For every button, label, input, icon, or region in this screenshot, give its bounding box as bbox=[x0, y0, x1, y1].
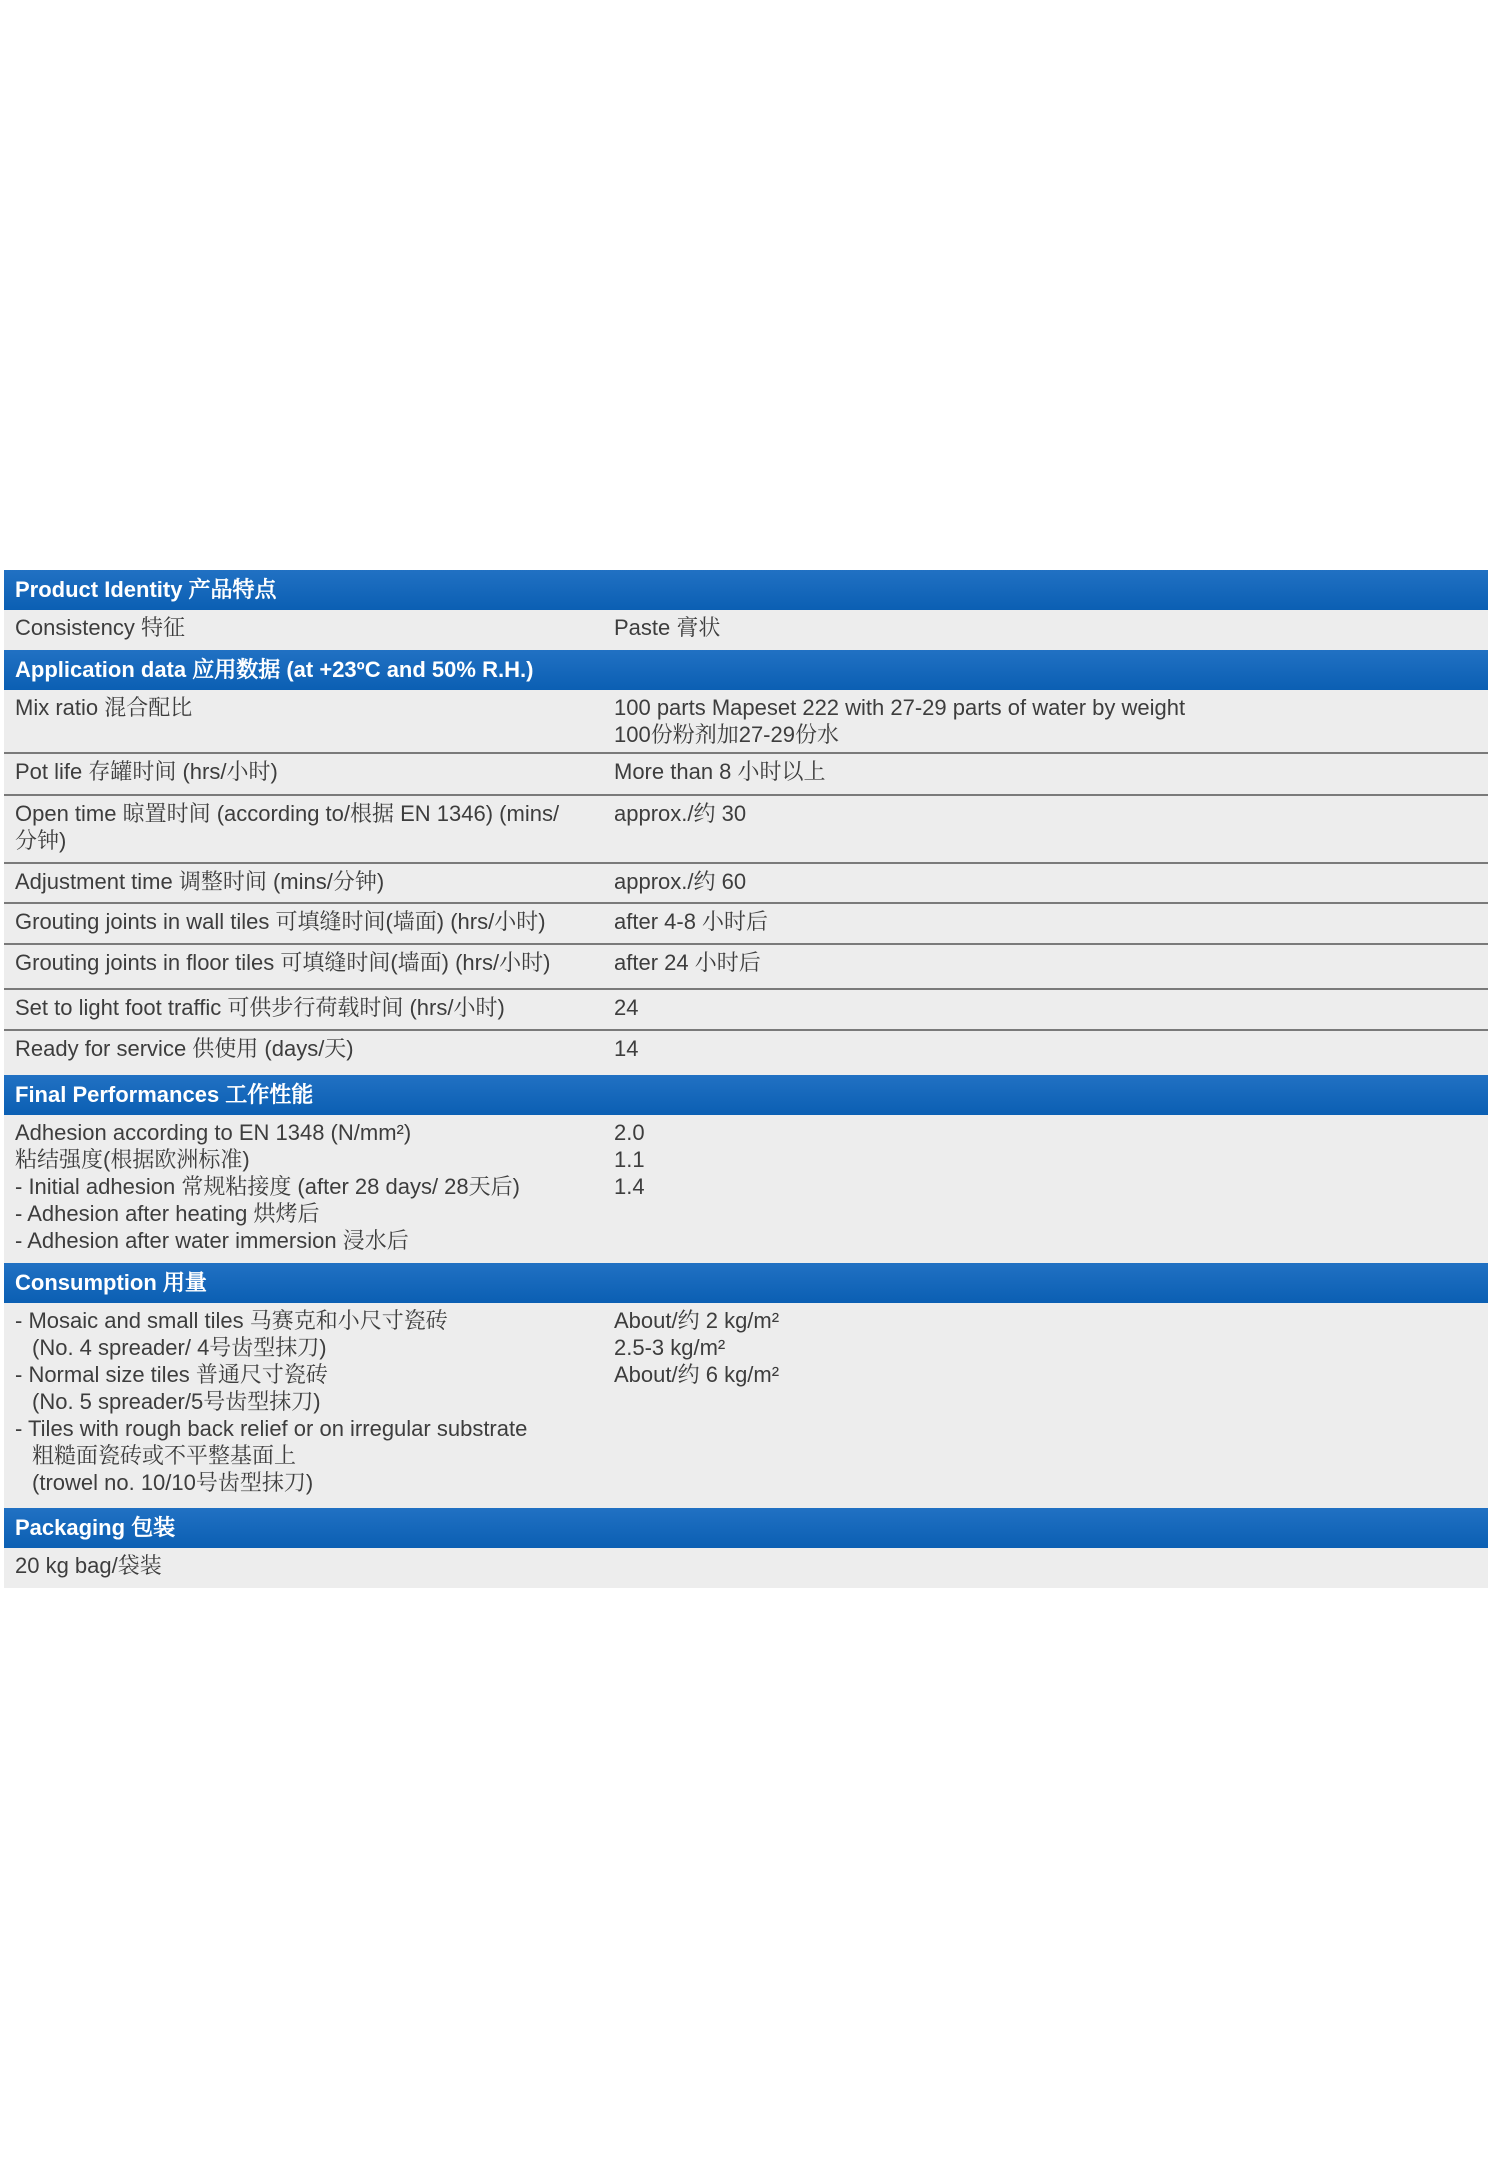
label-line: - Adhesion after water immersion 浸水后 bbox=[15, 1228, 409, 1253]
technical-datasheet-table bbox=[4, 570, 1488, 1588]
row-value: More than 8 小时以上 bbox=[614, 759, 826, 784]
label-subline: (No. 4 spreader/ 4号齿型抹刀) bbox=[32, 1335, 327, 1360]
table-row-adjustment-time bbox=[4, 864, 1488, 904]
value-line: About/约 2 kg/m² bbox=[614, 1308, 780, 1333]
row-value-empty bbox=[598, 1548, 1488, 1588]
value-line: 2.5-3 kg/m² bbox=[614, 1335, 726, 1360]
label-subline: (trowel no. 10/10号齿型抹刀) bbox=[32, 1470, 314, 1495]
value-line: 1.1 bbox=[614, 1147, 645, 1172]
label-line: Adhesion according to EN 1348 (N/mm²) bbox=[15, 1120, 412, 1145]
table-row-mix-ratio bbox=[4, 690, 1488, 754]
table-row-foot-traffic bbox=[4, 990, 1488, 1031]
value-line: 100份粉剂加27-29份水 bbox=[614, 722, 839, 747]
label-line: - Mosaic and small tiles 马赛克和小尺寸瓷砖 bbox=[15, 1308, 448, 1333]
table-row-packaging bbox=[4, 1548, 1488, 1588]
row-label bbox=[4, 1303, 598, 1508]
value-line: About/约 6 kg/m² bbox=[614, 1362, 780, 1387]
row-value bbox=[598, 1303, 1488, 1508]
label-line: - Normal size tiles 普通尺寸瓷砖 bbox=[15, 1362, 328, 1387]
value-line: 100 parts Mapeset 222 with 27-29 parts of water by weight bbox=[614, 695, 1186, 720]
row-value: approx./约 30 bbox=[614, 801, 747, 826]
label-subline: (No. 5 spreader/5号齿型抹刀) bbox=[32, 1389, 321, 1414]
section-header-packaging: Packaging 包装 bbox=[4, 1508, 1488, 1548]
row-value: after 24 小时后 bbox=[614, 950, 761, 975]
row-label bbox=[4, 1115, 598, 1263]
label-line: Open time 晾置时间 (according to/根据 EN 1346) (mins/ bbox=[15, 801, 560, 826]
section-header-final-performances: Final Performances 工作性能 bbox=[4, 1075, 1488, 1115]
label-subline: 粗糙面瓷砖或不平整基面上 bbox=[32, 1443, 297, 1468]
table-row-ready-for-service bbox=[4, 1031, 1488, 1075]
row-label: Grouting joints in wall tiles 可填缝时间(墙面) (hrs/小时) bbox=[15, 909, 546, 934]
row-value bbox=[598, 690, 1488, 752]
table-row-grouting-wall bbox=[4, 904, 1488, 945]
table-row-consistency bbox=[4, 610, 1488, 650]
value-line: 1.4 bbox=[614, 1174, 645, 1199]
row-value: 14 bbox=[614, 1036, 639, 1061]
section-header-product-identity: Product Identity 产品特点 bbox=[4, 570, 1488, 610]
value-line: 2.0 bbox=[614, 1120, 645, 1145]
row-label: Pot life 存罐时间 (hrs/小时) bbox=[15, 759, 278, 784]
row-value: after 4-8 小时后 bbox=[614, 909, 769, 934]
table-row-open-time bbox=[4, 796, 1488, 864]
row-value bbox=[598, 1115, 1488, 1263]
row-label: Adjustment time 调整时间 (mins/分钟) bbox=[15, 869, 385, 894]
row-label: Mix ratio 混合配比 bbox=[15, 695, 193, 720]
label-line: - Tiles with rough back relief or on irregular substrate bbox=[15, 1416, 528, 1441]
row-label: Ready for service 供使用 (days/天) bbox=[15, 1036, 354, 1061]
row-label: 20 kg bag/袋装 bbox=[15, 1553, 162, 1578]
table-row-adhesion bbox=[4, 1115, 1488, 1263]
row-value: Paste 膏状 bbox=[614, 615, 721, 640]
label-line: - Initial adhesion 常规粘接度 (after 28 days/ 28天后) bbox=[15, 1174, 520, 1199]
row-label bbox=[4, 796, 598, 862]
table-row-consumption bbox=[4, 1303, 1488, 1508]
row-value: 24 bbox=[614, 995, 639, 1020]
row-label: Consistency 特征 bbox=[15, 615, 185, 640]
label-line: 粘结强度(根据欧洲标准) bbox=[15, 1147, 250, 1172]
section-header-application-data: Application data 应用数据 (at +23ºC and 50% R.H.) bbox=[4, 650, 1488, 690]
table-row-grouting-floor bbox=[4, 945, 1488, 990]
row-label: Grouting joints in floor tiles 可填缝时间(墙面) (hrs/小时) bbox=[15, 950, 551, 975]
row-label: Set to light foot traffic 可供步行荷载时间 (hrs/小时) bbox=[15, 995, 505, 1020]
table-row-pot-life bbox=[4, 754, 1488, 796]
section-header-consumption: Consumption 用量 bbox=[4, 1263, 1488, 1303]
label-line: - Adhesion after heating 烘烤后 bbox=[15, 1201, 320, 1226]
row-value: approx./约 60 bbox=[614, 869, 747, 894]
label-line: 分钟) bbox=[15, 828, 67, 853]
